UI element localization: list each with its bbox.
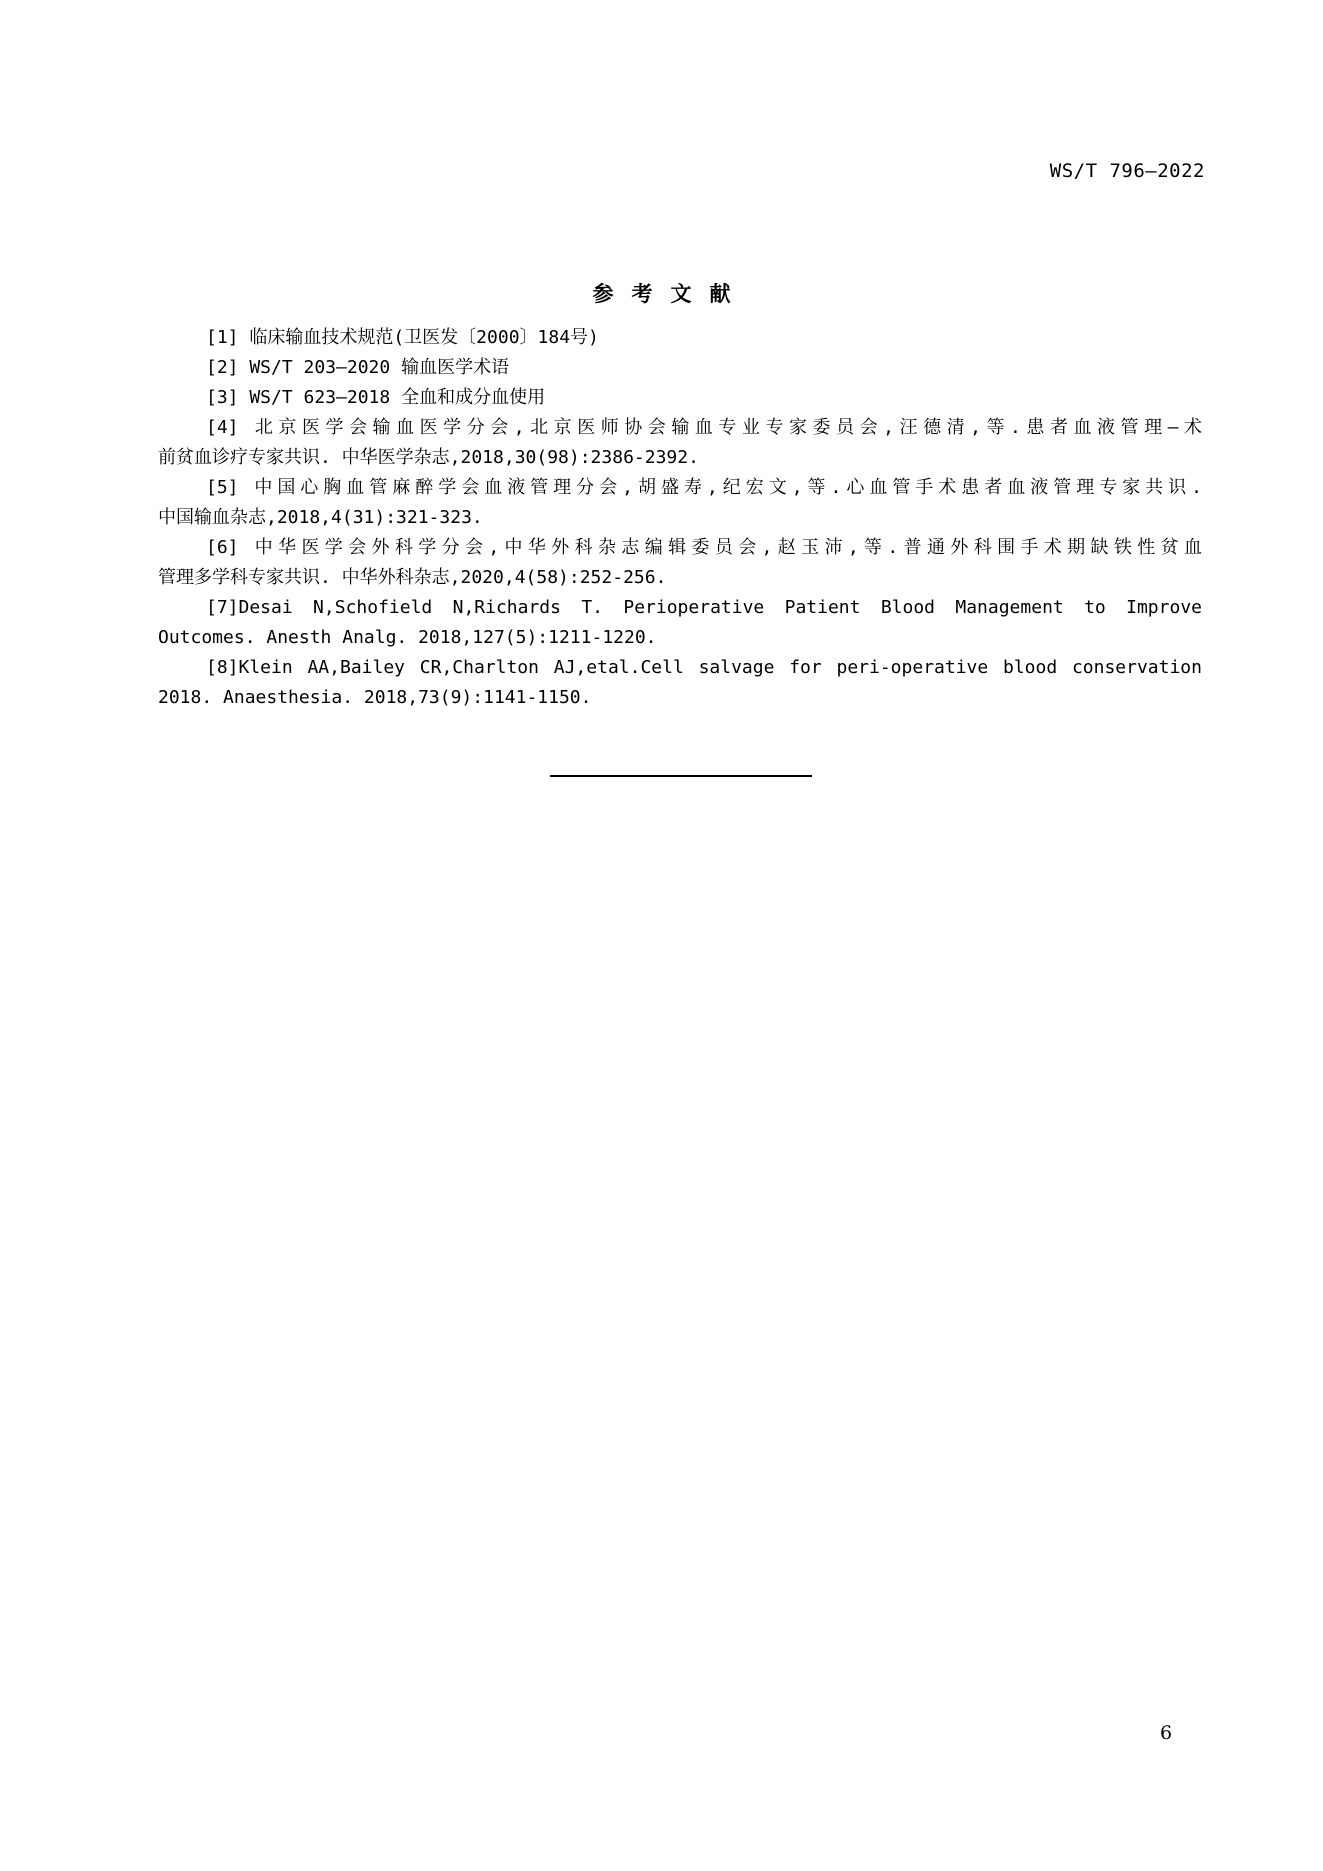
reference-line-continued: 2018. Anaesthesia. 2018,73(9):1141-1150.	[158, 687, 592, 708]
reference-item-3	[158, 383, 1202, 413]
reference-item-1	[158, 323, 1202, 353]
reference-item-5	[158, 473, 1202, 533]
page-number: 6	[1160, 1722, 1173, 1744]
reference-line: [4] 北京医学会输血医学分会,北京医师协会输血专业专家委员会,汪德清,等.患者血液管理—术	[206, 417, 1202, 438]
reference-line: [8]Klein AA,Bailey CR,Charlton AJ,etal.Cell salvage for peri-operative blood conservation	[206, 657, 1202, 678]
reference-line: [5] 中国心胸血管麻醉学会血液管理分会,胡盛寿,纪宏文,等.心血管手术患者血液管理专家共识.	[206, 477, 1202, 498]
reference-line: [1] 临床输血技术规范(卫医发〔2000〕184号)	[206, 327, 599, 348]
reference-line-continued: 管理多学科专家共识. 中华外科杂志,2020,4(58):252-256.	[158, 567, 667, 588]
reference-item-4	[158, 413, 1202, 473]
reference-line-continued: 前贫血诊疗专家共识. 中华医学杂志,2018,30(98):2386-2392.	[158, 447, 699, 468]
section-title-references: 参考文献	[592, 282, 749, 306]
reference-line: [3] WS/T 623—2018 全血和成分血使用	[206, 387, 546, 408]
reference-list	[158, 323, 1202, 713]
reference-line-continued: 中国输血杂志,2018,4(31):321-323.	[158, 507, 483, 528]
reference-item-2	[158, 353, 1202, 383]
reference-item-7	[158, 593, 1202, 653]
reference-line: [6] 中华医学会外科学分会,中华外科杂志编辑委员会,赵玉沛,等.普通外科围手术期缺铁性贫血	[206, 537, 1202, 558]
reference-item-6	[158, 533, 1202, 593]
reference-line: [2] WS/T 203—2020 输血医学术语	[206, 357, 510, 378]
document-code: WS/T 796—2022	[1049, 160, 1205, 182]
end-of-document-rule	[550, 775, 812, 777]
reference-line: [7]Desai N,Schofield N,Richards T. Perioperative Patient Blood Management to Improve	[206, 597, 1202, 618]
reference-item-8	[158, 653, 1202, 713]
reference-line-continued: Outcomes. Anesth Analg. 2018,127(5):1211-1220.	[158, 627, 657, 648]
